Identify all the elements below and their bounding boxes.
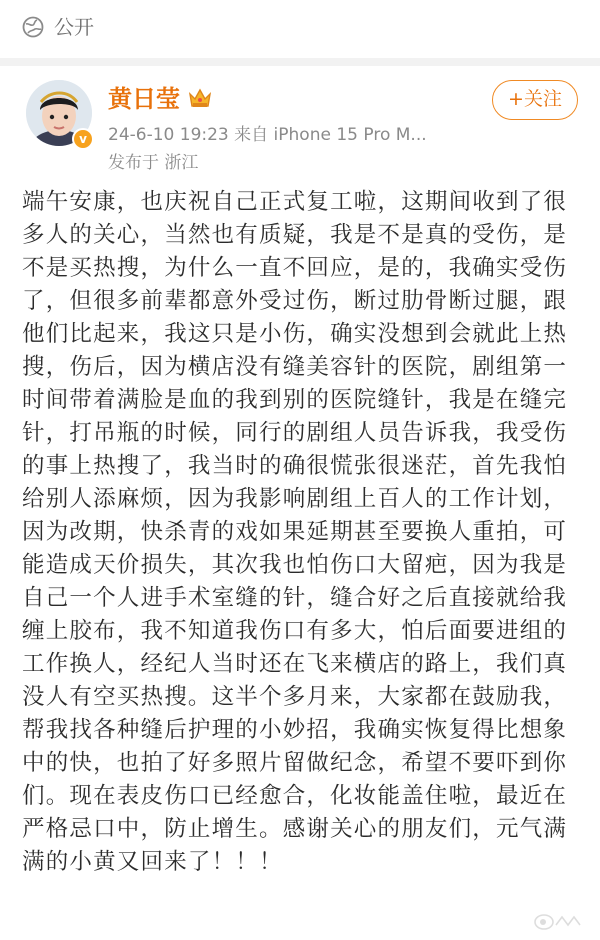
follow-button[interactable]: +关注 <box>492 80 578 120</box>
visibility-bar <box>0 0 600 56</box>
globe-icon <box>22 16 44 38</box>
watermark-logo <box>532 910 588 932</box>
verified-badge-icon: v <box>72 128 94 150</box>
visibility-label: 公开 <box>54 15 94 39</box>
post-timestamp-source: 24-6-10 19:23 来自 iPhone 15 Pro M... <box>108 125 427 145</box>
crown-icon <box>187 86 213 110</box>
post-body-text: 端午安康，也庆祝自己正式复工啦，这期间收到了很多人的关心，当然也有质疑，我是不是真的受伤，是不是买热搜，为什么一直不回应，是的，我确实受伤了，但很多前辈都意外受过伤，断过肋骨断过腿，跟他们比起来，我这只是小伤，确实没想到会就此上热搜，伤后，因为横店没有缝美容针的医院，剧组第一时间带着满脸是血的我到别的医院缝针，我是在缝完针，打吊瓶的时候，同行的剧组人员告诉我，我受伤的事上热搜了，我当时的确很慌张很迷茫，首先我怕给别人添麻烦，因为我影响剧组上百人的工作计划，因为改期，快杀青的戏如果延期甚至要换人重拍，可能造成天价损失，其次我也怕伤口大留疤，因为我是自己一个人进手术室缝的针，缝合好之后直接就给我缠上胶布，我不知道我伤口有多大，怕后面要进组的工作换人，经纪人当时还在飞来横店的路上，我们真没人有空买热搜。这半个多月来，大家都在鼓励我，帮我找各种缝后护理的小妙招，我确实恢复得比想象中的快，也拍了好多照片留做纪念，希望不要吓到你们。现在表皮伤口已经愈合，化妆能盖住啦，最近在严格忌口中，防止增生。感谢关心的朋友们，元气满满的小黄又回来了！！！ <box>22 189 568 875</box>
post-location: 发布于 浙江 <box>108 153 199 173</box>
section-divider <box>0 58 600 66</box>
author-name[interactable]: 黄日莹 <box>108 85 180 113</box>
